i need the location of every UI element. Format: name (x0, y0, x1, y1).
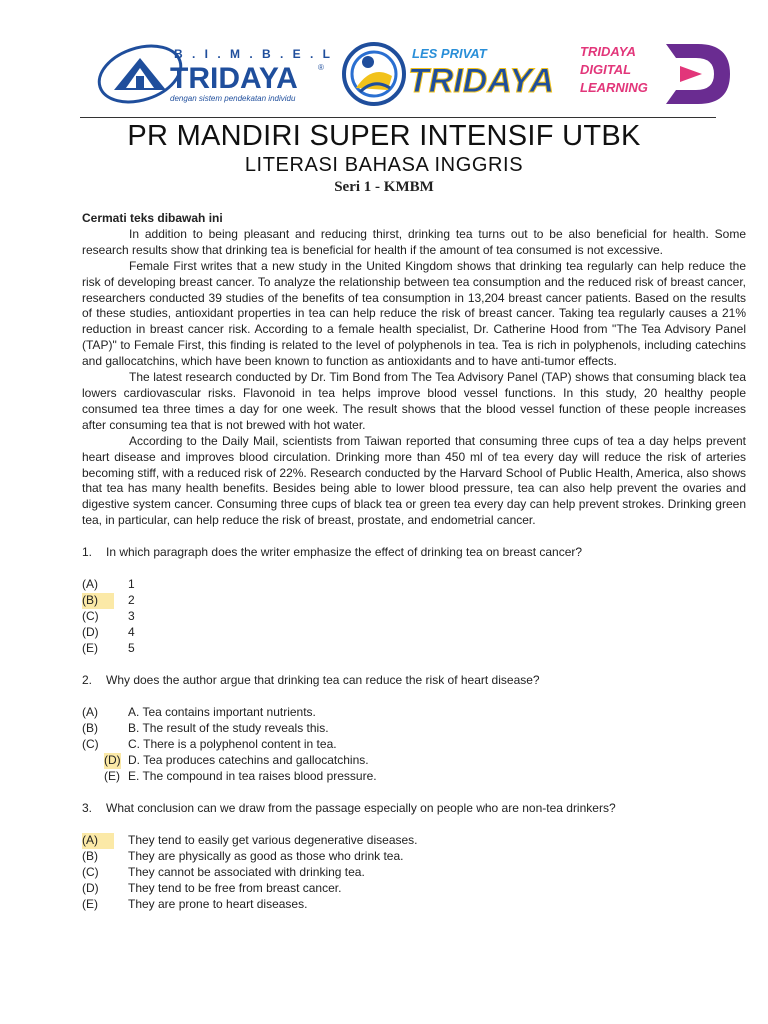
option-c[interactable] (82, 865, 746, 881)
tridaya-digital-learning-logo (580, 38, 740, 108)
option-label: (E) (104, 768, 120, 783)
option-label: (E) (82, 896, 98, 911)
option-text: D. Tea produces catechins and gallocatchins. (128, 752, 369, 767)
option-a[interactable] (82, 577, 746, 593)
paragraph-3: The latest research conducted by Dr. Tim Bond from The Tea Advisory Panel (TAP) shows that consuming black tea lowers cardiovascular risks. Flavonoid in tea helps improve blood vessel functions. In this study, 20 healthy people consumed tea three times a day for one week. The result shows that the blood vessel function of these people increases after consuming tea that is not brewed with hot water. (82, 370, 746, 432)
series-label: Seri 1 - KMBM (334, 179, 434, 195)
option-text: They tend to be free from breast cancer. (128, 880, 342, 895)
option-e[interactable] (82, 897, 746, 913)
svg-text:TRIDAYA: TRIDAYA (580, 44, 636, 59)
question-3-text (82, 801, 746, 817)
question-number: 1. (82, 545, 93, 560)
svg-text:TRIDAYA: TRIDAYA (170, 62, 298, 95)
question-1-options (82, 577, 746, 657)
paragraph-2: Female First writes that a new study in the United Kingdom shows that drinking tea regularly can help reduce the risk of developing breast cancer. To analyze the relationship between tea consumption and the reduced risk of breast cancer, researchers conducted 39 studies of the benefits of tea consumption in 13,204 breast cancer patients. Based on the results of these studies, antioxidant properties in tea can help reduce the risk of breast cancer. Taking tea regularly causes a 21% reduction in breast cancer risk. According to a female health specialist, Dr. Catherine Hood from "The Tea Advisory Panel (TAP)" to Female First, this finding is related to the level of polyphenols in tea. Tea is rich in polyphenols, including catechins and gallocatchins, which have been known to function as antioxidants and to have anti-tumor effects. (82, 258, 746, 369)
option-text: B. The result of the study reveals this. (128, 720, 329, 735)
question-prompt: In which paragraph does the writer emphasize the effect of drinking tea on breast cancer? (106, 545, 583, 560)
option-text: They cannot be associated with drinking tea. (128, 864, 365, 879)
header-logos (96, 38, 736, 108)
question-prompt: What conclusion can we draw from the passage especially on people who are non-tea drinkers? (106, 800, 616, 815)
option-label-highlighted: (D) (104, 752, 121, 767)
question-1 (82, 545, 746, 657)
question-number: 3. (82, 800, 93, 815)
option-label: (B) (82, 848, 98, 863)
option-a[interactable] (82, 833, 746, 849)
option-text: E. The compound in tea raises blood pressure. (128, 768, 377, 783)
option-label: (A) (82, 577, 98, 592)
question-2 (82, 673, 746, 785)
svg-text:LES PRIVAT: LES PRIVAT (412, 46, 487, 61)
option-label: (A) (82, 704, 98, 719)
page-title: PR MANDIRI SUPER INTENSIF UTBK (127, 120, 641, 152)
option-b[interactable] (82, 721, 746, 737)
option-label-highlighted: (B) (82, 593, 114, 609)
option-e[interactable] (82, 769, 746, 785)
question-3 (82, 801, 746, 913)
question-2-options (82, 705, 746, 785)
option-text: 4 (128, 625, 135, 640)
option-d[interactable] (82, 625, 746, 641)
question-number: 2. (82, 673, 93, 688)
option-text: 1 (128, 577, 135, 592)
header-divider (80, 117, 716, 118)
les-privat-tridaya-logo (342, 38, 562, 108)
option-text: They are physically as good as those who drink tea. (128, 848, 404, 863)
question-3-options (82, 833, 746, 913)
option-c[interactable] (82, 609, 746, 625)
question-2-text (82, 673, 746, 689)
bimbel-tridaya-logo (96, 38, 336, 108)
option-c[interactable] (82, 737, 746, 753)
paragraph-4: According to the Daily Mail, scientists from Taiwan reported that consuming three cups of tea a day helps prevent heart disease and improves blood circulation. Drinking more than 450 ml of tea every day will reduce the risk of arteries becoming stiff, with a reduced risk of 22%. Research conducted by the Harvard School of Public Health, America, also shows that tea has many health benefits. Besides being able to lower blood pressure, tea can also help prevent the ovaries and digestive system cancer. Consuming three cups of black tea or green tea every day can help prevent strokes. Drinking green tea, in particular, can help reduce the risk of breast, prostate, and endometrial cancer. (82, 433, 746, 528)
option-label: (D) (82, 880, 99, 895)
question-prompt: Why does the author argue that drinking tea can reduce the risk of heart disease? (106, 673, 540, 688)
question-1-text (82, 545, 746, 561)
page-subtitle: LITERASI BAHASA INGGRIS (244, 154, 524, 176)
option-d[interactable] (82, 881, 746, 897)
option-label-highlighted: (A) (82, 833, 114, 849)
option-label: (E) (82, 641, 98, 656)
svg-text:DIGITAL: DIGITAL (580, 62, 632, 77)
paragraph-1: In addition to being pleasant and reducing thirst, drinking tea turns out to be also beneficial for health. Some research results show that drinking tea is beneficial for health if the amount of tea consumed is not excessive. (82, 226, 746, 257)
option-label: (D) (82, 625, 99, 640)
option-b[interactable] (82, 849, 746, 865)
option-label: (B) (82, 720, 98, 735)
svg-text:B . I . M . B . E . L: B . I . M . B . E . L (174, 47, 334, 61)
svg-text:TRIDAYA: TRIDAYA (408, 62, 555, 100)
svg-text:dengan sistem pendekatan indiv: dengan sistem pendekatan individu (170, 94, 296, 103)
option-text: They are prone to heart diseases. (128, 896, 308, 911)
option-e[interactable] (82, 641, 746, 657)
option-label: (C) (82, 864, 99, 879)
option-text: 2 (128, 593, 135, 608)
reading-content (82, 211, 746, 913)
option-text: 3 (128, 609, 135, 624)
option-text: They tend to easily get various degenerative diseases. (128, 832, 418, 847)
option-label: (C) (82, 736, 99, 751)
svg-text:®: ® (318, 63, 324, 72)
svg-text:LEARNING: LEARNING (580, 80, 648, 95)
option-label: (C) (82, 609, 99, 624)
option-text: A. Tea contains important nutrients. (128, 704, 316, 719)
option-a[interactable] (82, 705, 746, 721)
option-b[interactable] (82, 593, 746, 609)
option-d[interactable] (82, 753, 746, 769)
option-text: C. There is a polyphenol content in tea. (128, 736, 337, 751)
instruction-text: Cermati teks dibawah ini (82, 211, 223, 225)
option-text: 5 (128, 641, 135, 656)
